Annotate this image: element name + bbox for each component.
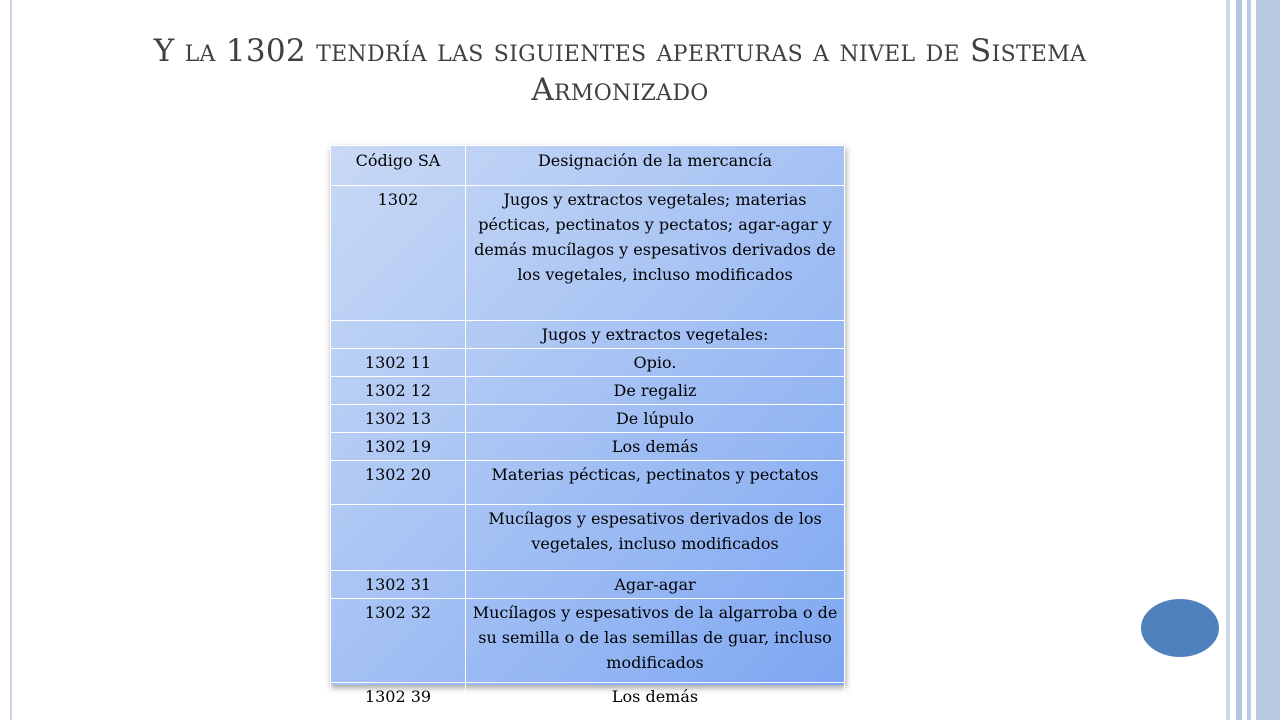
- row-description: Jugos y extractos vegetales; materias pécticas, pectinatos y pectatos; agar-agar y demás mucílagos y espesativos derivados de los vegetales, incluso modificados: [466, 186, 845, 321]
- table-row: [331, 571, 845, 599]
- row-description: Mucílagos y espesativos derivados de los vegetales, incluso modificados: [466, 505, 845, 571]
- row-description: De regaliz: [466, 377, 845, 405]
- row-code: 1302 39: [331, 683, 466, 711]
- table-row: [331, 377, 845, 405]
- hs-code-table: [330, 145, 845, 711]
- table-row: [331, 461, 845, 505]
- table-row: [331, 505, 845, 571]
- table-row: [331, 683, 845, 711]
- row-description: Agar-agar: [466, 571, 845, 599]
- right-decor-band: [1236, 0, 1242, 720]
- slide-title: Y la 1302 tendría las siguientes aperturas a nivel de Sistema Armonizado: [153, 33, 1087, 108]
- row-code: 1302 31: [331, 571, 466, 599]
- decorative-circle: [1141, 599, 1219, 657]
- table-row: [331, 186, 845, 321]
- row-description: De lúpulo: [466, 405, 845, 433]
- row-description: Materias pécticas, pectinatos y pectatos: [466, 461, 845, 505]
- table-row: [331, 321, 845, 349]
- row-description: Los demás: [466, 683, 845, 711]
- row-code: [331, 505, 466, 571]
- table-row: [331, 405, 845, 433]
- row-description: Los demás: [466, 433, 845, 461]
- header-description: Designación de la mercancía: [466, 146, 845, 186]
- row-description: Opio.: [466, 349, 845, 377]
- row-code: 1302 32: [331, 599, 466, 683]
- table-header-row: [331, 146, 845, 186]
- header-code: Código SA: [331, 146, 466, 186]
- row-code: 1302 12: [331, 377, 466, 405]
- row-code: 1302: [331, 186, 466, 321]
- table-row: [331, 599, 845, 683]
- right-decor-band: [1226, 0, 1230, 720]
- row-code: 1302 13: [331, 405, 466, 433]
- right-decor-band: [1256, 0, 1280, 720]
- hs-code-table-container: [330, 145, 845, 706]
- row-code: [331, 321, 466, 349]
- row-code: 1302 20: [331, 461, 466, 505]
- table-row: [331, 433, 845, 461]
- row-description: Mucílagos y espesativos de la algarroba o de su semilla o de las semillas de guar, incluso modificados: [466, 599, 845, 683]
- row-description: Jugos y extractos vegetales:: [466, 321, 845, 349]
- row-code: 1302 19: [331, 433, 466, 461]
- left-border-line: [10, 0, 12, 720]
- table-row: [331, 349, 845, 377]
- right-decor-band: [1247, 0, 1251, 720]
- row-code: 1302 11: [331, 349, 466, 377]
